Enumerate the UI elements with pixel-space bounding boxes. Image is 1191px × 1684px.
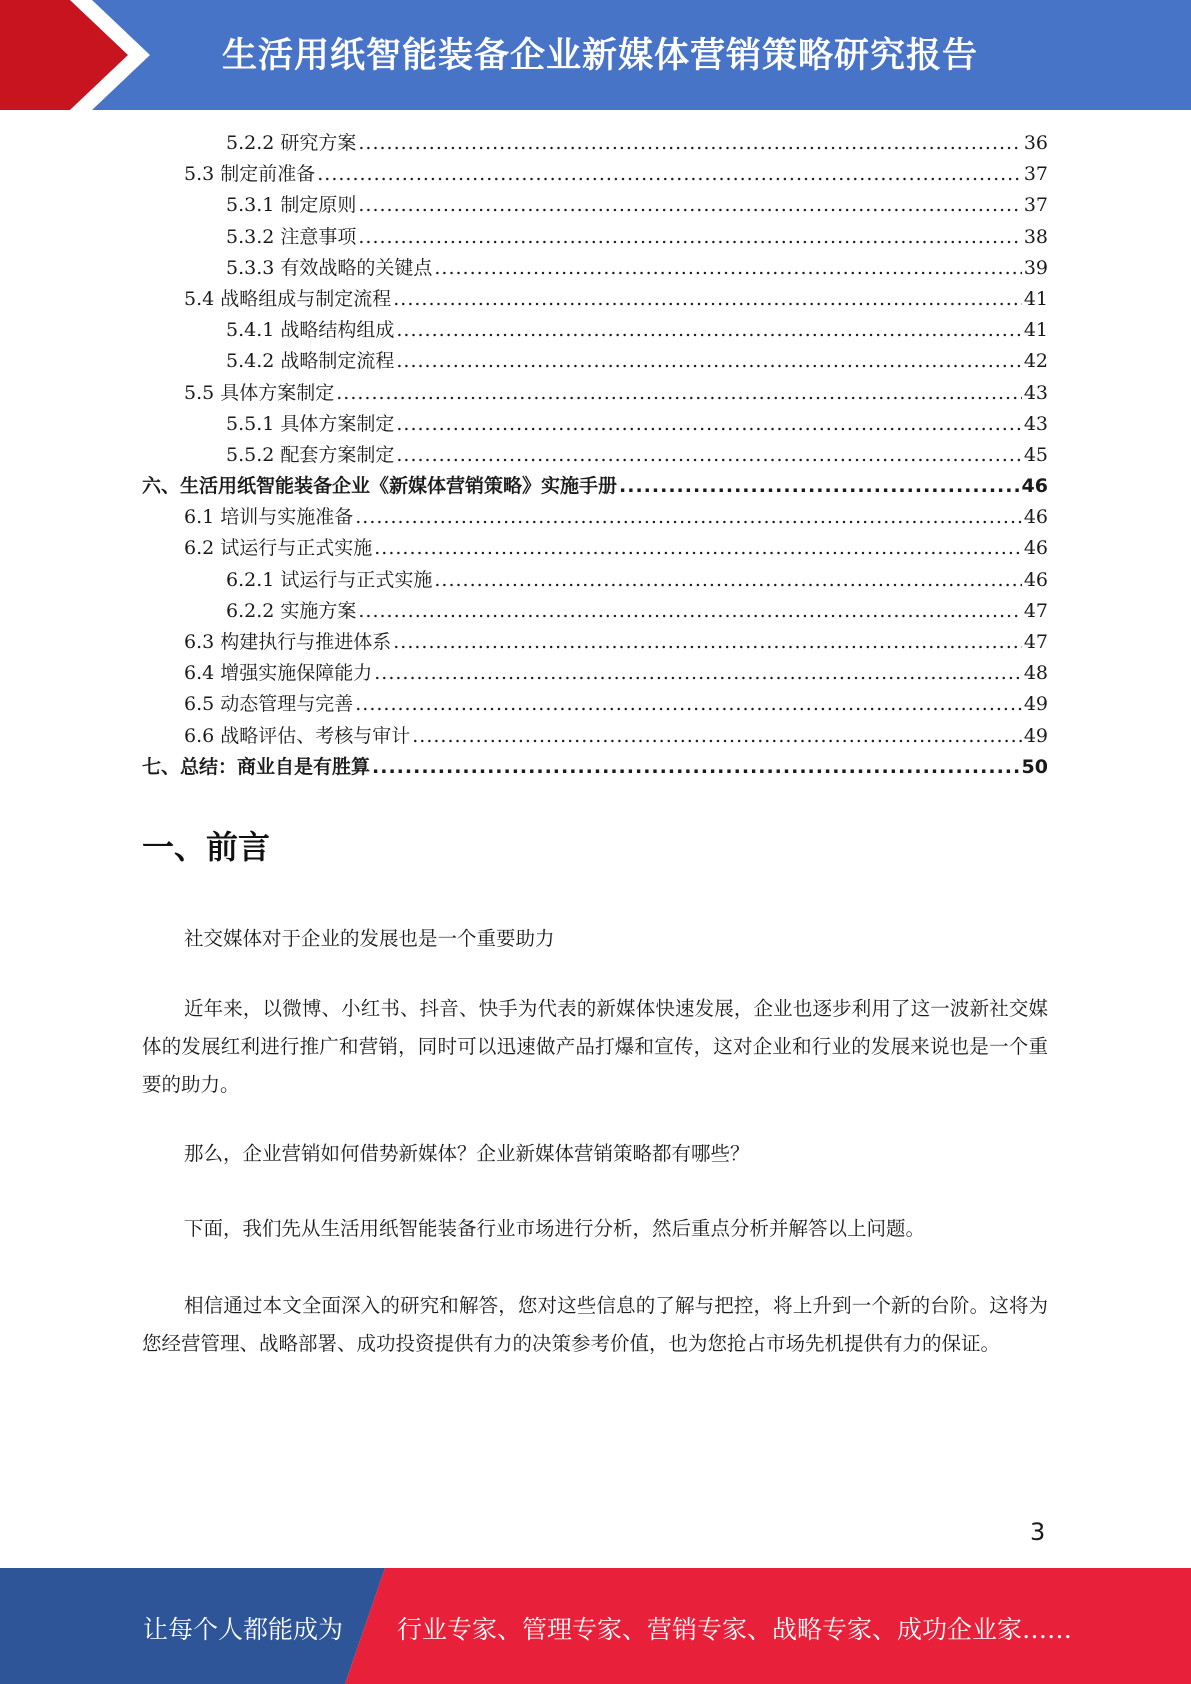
- toc-leader-dots: [412, 721, 1022, 752]
- toc-entry-title: 6.5 动态管理与完善: [184, 693, 354, 716]
- toc-leader-dots: [396, 315, 1021, 346]
- toc-leader-dots: [372, 752, 1020, 783]
- toc-leader-dots: [619, 471, 1020, 502]
- toc-entry-title: 6.2 试运行与正式实施: [184, 537, 373, 560]
- toc-leader-dots: [358, 222, 1021, 253]
- toc-entry-page: 50: [1021, 755, 1048, 778]
- toc-entry-page: 45: [1023, 443, 1048, 466]
- toc-leader-dots: [434, 565, 1021, 596]
- toc-entry[interactable]: [142, 378, 1048, 409]
- toc-leader-dots: [358, 128, 1021, 159]
- toc-entry-title: 六、生活用纸智能装备企业《新媒体营销策略》实施手册: [142, 475, 618, 498]
- toc-leader-dots: [336, 378, 1022, 409]
- toc-entry[interactable]: [142, 128, 1048, 159]
- toc-leader-dots: [374, 658, 1022, 689]
- toc-entry-title: 5.3.3 有效战略的关键点: [226, 256, 433, 279]
- paragraph-5: 相信通过本文全面深入的研究和解答，您对这些信息的了解与把控，将上升到一个新的台阶。这将为您经营管理、战略部署、成功投资提供有力的决策参考价值，也为您抢占市场先机提供有力的保证。: [142, 1294, 1048, 1355]
- toc-entry-title: 5.5.1 具体方案制定: [226, 412, 395, 435]
- toc-entry-page: 43: [1023, 381, 1048, 404]
- toc-entry-page: 49: [1023, 724, 1048, 747]
- toc-leader-dots: [434, 253, 1021, 284]
- toc-entry-page: 47: [1023, 631, 1048, 653]
- section-title: 一、前言: [142, 828, 271, 866]
- footer-slogan-left: 让每个人都能成为: [143, 1615, 344, 1644]
- toc-leader-dots: [374, 533, 1022, 564]
- toc-entry[interactable]: [142, 253, 1048, 284]
- paragraph-3: 那么，企业营销如何借势新媒体？企业新媒体营销策略都有哪些？: [184, 1142, 750, 1165]
- toc-leader-dots: [396, 409, 1021, 440]
- toc-entry-page: 46: [1023, 568, 1048, 591]
- toc-entry[interactable]: [142, 284, 1048, 315]
- toc-entry[interactable]: [142, 721, 1048, 752]
- toc-entry[interactable]: [142, 440, 1048, 471]
- toc-entry-title: 5.4.2 战略制定流程: [226, 350, 395, 373]
- toc-entry-title: 5.3 制定前准备: [184, 163, 316, 186]
- toc-entry-title: 6.4 增强实施保障能力: [184, 662, 373, 685]
- toc-entry[interactable]: [142, 190, 1048, 221]
- toc-entry-page: 47: [1023, 599, 1048, 622]
- toc-entry-page: 49: [1023, 693, 1048, 716]
- toc-entry-title: 6.3 构建执行与推进体系: [184, 631, 392, 653]
- toc-entry-page: 39: [1023, 256, 1048, 279]
- page-number: 3: [1030, 1518, 1046, 1546]
- toc-entry-title: 6.2.1 试运行与正式实施: [226, 568, 433, 591]
- toc-entry-page: 37: [1023, 163, 1048, 186]
- toc-leader-dots: [393, 627, 1022, 658]
- toc-entry-title: 5.4 战略组成与制定流程: [184, 287, 392, 310]
- toc-entry-title: 5.3.2 注意事项: [226, 225, 357, 248]
- toc-leader-dots: [317, 159, 1022, 190]
- paragraph-1: 社交媒体对于企业的发展也是一个重要助力: [184, 927, 555, 950]
- table-of-contents: [142, 128, 1048, 783]
- paragraph-2: 近年来，以微博、小红书、抖音、快手为代表的新媒体快速发展，企业也逐步利用了这一波新社交媒体的发展红利进行推广和营销，同时可以迅速做产品打爆和宣传，这对企业和行业的发展来说也是一个重要的助力。: [142, 997, 1048, 1096]
- paragraph-4: 下面，我们先从生活用纸智能装备行业市场进行分析，然后重点分析并解答以上问题。: [184, 1217, 926, 1240]
- toc-entry[interactable]: [142, 658, 1048, 689]
- toc-entry-page: 46: [1021, 475, 1048, 498]
- toc-entry[interactable]: [142, 533, 1048, 564]
- toc-entry[interactable]: [142, 565, 1048, 596]
- report-title: 生活用纸智能装备企业新媒体营销策略研究报告: [222, 36, 979, 76]
- toc-entry-page: 46: [1023, 506, 1048, 529]
- toc-entry-page: 38: [1023, 225, 1048, 248]
- toc-entry-page: 41: [1023, 319, 1048, 342]
- toc-leader-dots: [358, 190, 1021, 221]
- footer-slogan-right: 行业专家、管理专家、营销专家、战略专家、成功企业家……: [397, 1615, 1073, 1644]
- toc-entry-title: 5.5 具体方案制定: [184, 381, 335, 404]
- toc-entry-page: 36: [1023, 132, 1048, 154]
- toc-entry-title: 6.6 战略评估、考核与审计: [184, 724, 411, 747]
- toc-entry[interactable]: [142, 752, 1048, 783]
- toc-entry-title: 6.1 培训与实施准备: [184, 506, 354, 529]
- toc-entry-page: 41: [1023, 287, 1048, 310]
- toc-entry-title: 5.3.1 制定原则: [226, 194, 357, 217]
- toc-leader-dots: [355, 502, 1022, 533]
- toc-entry-title: 5.2.2 研究方案: [226, 132, 357, 154]
- toc-entry-title: 6.2.2 实施方案: [226, 599, 357, 622]
- toc-entry[interactable]: [142, 627, 1048, 658]
- toc-entry-title: 七、总结：商业自是有胜算: [142, 755, 371, 778]
- toc-entry[interactable]: [142, 502, 1048, 533]
- report-header: [0, 0, 1191, 110]
- toc-leader-dots: [396, 440, 1021, 471]
- toc-entry[interactable]: [142, 689, 1048, 720]
- toc-entry-title: 5.4.1 战略结构组成: [226, 319, 395, 342]
- toc-entry-page: 48: [1023, 662, 1048, 685]
- toc-entry[interactable]: [142, 159, 1048, 190]
- toc-entry[interactable]: [142, 409, 1048, 440]
- toc-entry[interactable]: [142, 222, 1048, 253]
- toc-leader-dots: [355, 689, 1022, 720]
- toc-entry[interactable]: [142, 346, 1048, 377]
- toc-entry-page: 37: [1023, 194, 1048, 217]
- toc-entry[interactable]: [142, 315, 1048, 346]
- header-arrow-decoration: [0, 0, 160, 110]
- toc-entry[interactable]: [142, 471, 1048, 502]
- report-footer: [0, 1568, 1191, 1684]
- toc-leader-dots: [396, 346, 1021, 377]
- toc-entry-title: 5.5.2 配套方案制定: [226, 443, 395, 466]
- toc-entry-page: 42: [1023, 350, 1048, 373]
- toc-entry-page: 46: [1023, 537, 1048, 560]
- toc-leader-dots: [358, 596, 1021, 627]
- toc-entry-page: 43: [1023, 412, 1048, 435]
- toc-leader-dots: [393, 284, 1022, 315]
- toc-entry[interactable]: [142, 596, 1048, 627]
